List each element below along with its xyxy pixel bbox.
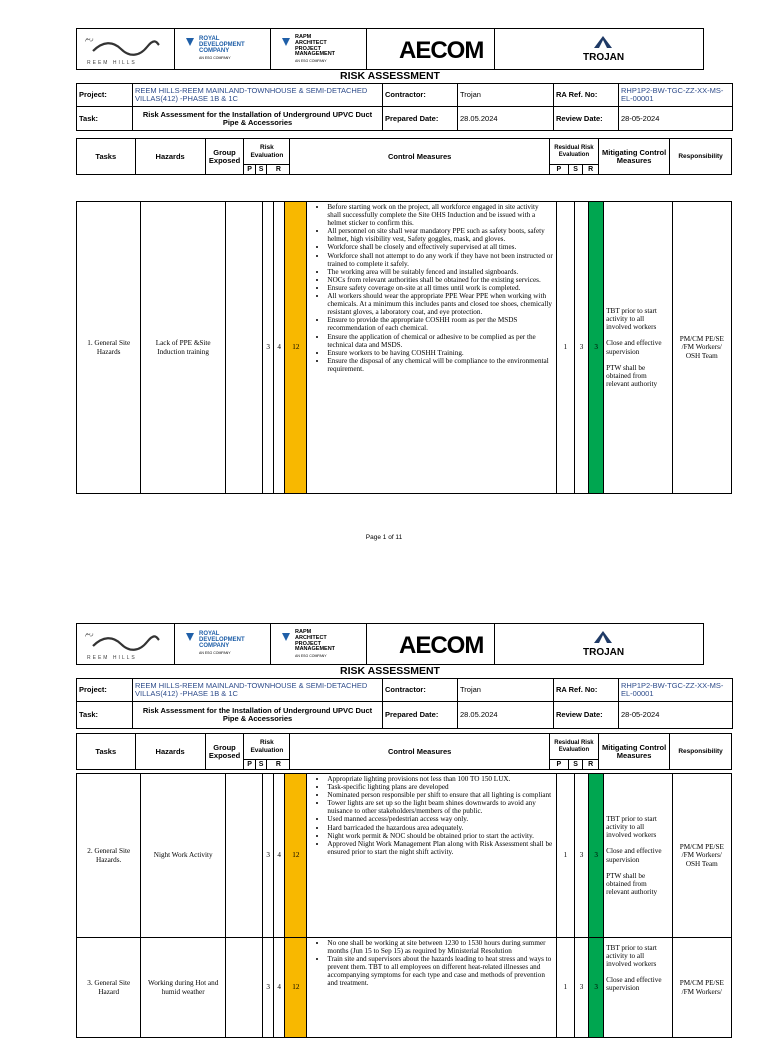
- mitigating-item: PTW shall be obtained from relevant authority: [606, 363, 658, 388]
- col-control-measures: Control Measures: [290, 734, 549, 770]
- control-item: • Tower lights are set up so the light beam shines downwards to avoid any nuisance to other stakeholders/members of the public.: [327, 799, 554, 815]
- task-cell: 3. General Site Hazard: [77, 938, 141, 1038]
- reem-wave-icon: [91, 634, 161, 652]
- residual-r-header: R: [583, 165, 599, 175]
- table-row: [77, 774, 732, 938]
- page-title: RISK ASSESSMENT: [340, 665, 440, 677]
- royal-development-logo: ROYAL DEVELOPMENT COMPANY AN ESG COMPANY: [175, 624, 271, 664]
- risk-p-cell: 3: [263, 774, 274, 938]
- mitigating-cell: [604, 938, 672, 1038]
- col-responsibility: Responsibility: [670, 734, 732, 770]
- risk-s-cell: 4: [274, 202, 285, 494]
- residual-p-header: P: [549, 760, 568, 770]
- control-item: • Workforce shall not attempt to do any work if they have not been instructed or trained to complete it safely.: [327, 252, 554, 268]
- col-responsibility: Responsibility: [670, 139, 732, 175]
- project-value: REEM HILLS-REEM MAINLAND-TOWNHOUSE & SEMI-DETACHED VILLAS(412) -PHASE 1B & 1C: [133, 84, 383, 107]
- trojan-mark-icon: [593, 630, 613, 644]
- group-cell: [225, 202, 262, 494]
- control-measures-cell: [307, 774, 557, 938]
- column-header-table: [76, 733, 732, 770]
- page-title: RISK ASSESSMENT: [340, 70, 440, 82]
- residual-r-cell: 3: [589, 774, 604, 938]
- control-item: • Approved Night Work Management Plan along with Risk Assessment shall be ensured prior to start the night shift activity.: [327, 840, 554, 856]
- task-label: Task:: [77, 702, 133, 729]
- responsibility-cell: PM/CM PE/SE /FM Workers/ OSH Team: [672, 202, 731, 494]
- hazard-cell: Working during Hot and humid weather: [141, 938, 226, 1038]
- control-item: • No one shall be working at site between 1230 to 1530 hours during summer months (Jun 15 to Sep 15) as required by Ministerial Resolution: [327, 939, 554, 955]
- control-item: • Workforce shall be closely and effectively supervised at all times.: [327, 243, 554, 251]
- page-number: Page 1 of 11: [365, 534, 403, 541]
- responsibility-cell: PM/CM PE/SE /FM Workers/: [672, 938, 731, 1038]
- header-table: [76, 678, 733, 729]
- task-label: Task:: [77, 107, 133, 131]
- group-cell: [225, 938, 262, 1038]
- ra-ref-label: RA Ref. No:: [554, 679, 619, 702]
- rapm-mark-icon: [281, 37, 291, 47]
- project-label: Project:: [77, 84, 133, 107]
- control-item: • Ensure to provide the appropriate COSHH room as per the MSDS recommendation of each chemical.: [327, 316, 554, 332]
- residual-s-cell: 3: [575, 774, 589, 938]
- col-hazards: Hazards: [135, 734, 205, 770]
- prepared-value: 28.05.2024: [458, 107, 554, 131]
- control-item: • Ensure the application of chemical or adhesive to be complied as per the technical data and MSDS.: [327, 333, 554, 349]
- risk-p-header: P: [244, 760, 256, 770]
- hazard-cell: Night Work Activity: [141, 774, 226, 938]
- control-item: • Hard barricaded the hazardous area adequately.: [327, 824, 554, 832]
- col-mitigating: Mitigating Control Measures: [599, 139, 670, 175]
- royal-mark-icon: [185, 37, 195, 47]
- project-value: REEM HILLS-REEM MAINLAND-TOWNHOUSE & SEMI-DETACHED VILLAS(412) -PHASE 1B & 1C: [133, 679, 383, 702]
- review-label: Review Date:: [554, 702, 619, 729]
- control-item: • Ensure the disposal of any chemical will be compliance to the environmental requirement.: [327, 357, 554, 373]
- trojan-mark-icon: [593, 35, 613, 49]
- task-cell: 2. General Site Hazards.: [77, 774, 141, 938]
- trojan-logo: TROJAN: [495, 29, 705, 69]
- logo-banner: [76, 28, 704, 70]
- royal-development-logo: ROYAL DEVELOPMENT COMPANY AN ESG COMPANY: [175, 29, 271, 69]
- control-list: [309, 775, 554, 856]
- col-hazards: Hazards: [135, 139, 205, 175]
- residual-p-cell: 1: [556, 202, 574, 494]
- ra-ref-value: RHP1P2-BW-TGC-ZZ-XX-MS-EL-00001: [619, 679, 733, 702]
- mitigating-cell: [604, 202, 672, 494]
- contractor-value: Trojan: [458, 84, 554, 107]
- residual-p-cell: 1: [556, 938, 574, 1038]
- col-residual-risk: Residual Risk Evaluation: [549, 139, 598, 165]
- control-item: • All workers should wear the appropriate PPE Wear PPE when working with chemicals. At a minimum this includes pants and closed toe shoes, chemically resistant gloves, a laboratory coat, and eye protection.: [327, 292, 554, 316]
- risk-p-cell: 3: [263, 202, 274, 494]
- residual-s-header: S: [568, 165, 583, 175]
- trojan-logo: TROJAN: [495, 624, 705, 664]
- residual-r-header: R: [583, 760, 599, 770]
- col-group-exposed: Group Exposed: [205, 734, 244, 770]
- prepared-label: Prepared Date:: [383, 702, 458, 729]
- contractor-value: Trojan: [458, 679, 554, 702]
- table-row: [77, 202, 732, 494]
- prepared-label: Prepared Date:: [383, 107, 458, 131]
- mitigating-item: Close and effective supervision: [606, 339, 662, 356]
- review-label: Review Date:: [554, 107, 619, 131]
- control-item: • NOCs from relevant authorities shall be obtained for the existing services.: [327, 276, 554, 284]
- column-header-table: [76, 138, 732, 175]
- control-measures-cell: [307, 202, 557, 494]
- control-measures-cell: [307, 938, 557, 1038]
- col-control-measures: Control Measures: [290, 139, 549, 175]
- hazard-cell: Lack of PPE &Site Induction training: [141, 202, 226, 494]
- mitigating-item: Close and effective supervision: [606, 976, 662, 993]
- risk-s-header: S: [255, 165, 267, 175]
- residual-p-cell: 1: [556, 774, 574, 938]
- task-value: Risk Assessment for the Installation of Underground UPVC Duct Pipe & Accessories: [133, 107, 383, 131]
- royal-mark-icon: [185, 632, 195, 642]
- project-label: Project:: [77, 679, 133, 702]
- control-item: • Night work permit & NOC should be obtained prior to start the activity.: [327, 832, 554, 840]
- review-value: 28-05-2024: [619, 702, 733, 729]
- col-group-exposed: Group Exposed: [205, 139, 244, 175]
- risk-p-cell: 3: [263, 938, 274, 1038]
- residual-s-cell: 3: [575, 202, 589, 494]
- logo-banner: [76, 623, 704, 665]
- reem-wave-icon: [91, 39, 161, 57]
- ra-ref-value: RHP1P2-BW-TGC-ZZ-XX-MS-EL-00001: [619, 84, 733, 107]
- col-tasks: Tasks: [77, 139, 136, 175]
- contractor-label: Contractor:: [383, 679, 458, 702]
- mitigating-item: TBT prior to start activity to all involved workers: [606, 307, 657, 332]
- rapm-mark-icon: [281, 632, 291, 642]
- control-item: • Before starting work on the project, all workforce engaged in site activity shall successfully complete the Site OHS Induction and be issued with a helmet sticker to confirm this.: [327, 203, 554, 227]
- risk-r-cell: 12: [285, 202, 307, 494]
- control-list: [309, 203, 554, 373]
- ra-ref-label: RA Ref. No:: [554, 84, 619, 107]
- risk-r-cell: 12: [285, 774, 307, 938]
- task-value: Risk Assessment for the Installation of Underground UPVC Duct Pipe & Accessories: [133, 702, 383, 729]
- review-value: 28-05-2024: [619, 107, 733, 131]
- residual-p-header: P: [549, 165, 568, 175]
- table-row: [77, 938, 732, 1038]
- control-item: • Task-specific lighting plans are developed: [327, 783, 554, 791]
- col-residual-risk: Residual Risk Evaluation: [549, 734, 598, 760]
- col-risk-evaluation: Risk Evaluation: [244, 734, 290, 760]
- control-item: • Ensure safety coverage on-site at all times until work is completed.: [327, 284, 554, 292]
- header-table: [76, 83, 733, 131]
- risk-row-table: [76, 201, 732, 494]
- control-item: • The working area will be suitably fenced and installed signboards.: [327, 268, 554, 276]
- control-item: • All personnel on site shall wear mandatory PPE such as safety boots, safety helmet, high visibility vest, Safety goggles, mask, and gloves.: [327, 227, 554, 243]
- mitigating-item: TBT prior to start activity to all involved workers: [606, 944, 657, 969]
- control-item: • Nominated person responsible per shift to ensure that all lighting is compliant: [327, 791, 554, 799]
- control-item: • Used manned access/pedestrian access way only.: [327, 815, 554, 823]
- risk-r-header: R: [267, 760, 290, 770]
- mitigating-item: PTW shall be obtained from relevant authority: [606, 871, 658, 896]
- control-item: • Ensure workers to be having COSHH Training.: [327, 349, 554, 357]
- col-mitigating: Mitigating Control Measures: [599, 734, 670, 770]
- control-item: • Appropriate lighting provisions not less than 100 TO 150 LUX.: [327, 775, 554, 783]
- residual-r-cell: 3: [589, 202, 604, 494]
- control-list: [309, 939, 554, 988]
- risk-s-cell: 4: [274, 774, 285, 938]
- responsibility-cell: PM/CM PE/SE /FM Workers/ OSH Team: [672, 774, 731, 938]
- risk-row-table: [76, 773, 732, 1038]
- group-cell: [225, 774, 262, 938]
- col-risk-evaluation: Risk Evaluation: [244, 139, 290, 165]
- risk-s-header: S: [255, 760, 267, 770]
- mitigating-item: Close and effective supervision: [606, 847, 662, 864]
- residual-s-header: S: [568, 760, 583, 770]
- contractor-label: Contractor:: [383, 84, 458, 107]
- col-tasks: Tasks: [77, 734, 136, 770]
- aecom-logo: AECOM: [367, 624, 495, 664]
- risk-r-header: R: [267, 165, 290, 175]
- prepared-value: 28.05.2024: [458, 702, 554, 729]
- risk-r-cell: 12: [285, 938, 307, 1038]
- mitigating-item: TBT prior to start activity to all involved workers: [606, 815, 657, 840]
- rapm-logo: RAPM ARCHITECT PROJECT MANAGEMENT AN ESG COMPANY: [271, 29, 367, 69]
- residual-s-cell: 3: [575, 938, 589, 1038]
- risk-p-header: P: [244, 165, 256, 175]
- mitigating-cell: [604, 774, 672, 938]
- residual-r-cell: 3: [589, 938, 604, 1038]
- risk-s-cell: 4: [274, 938, 285, 1038]
- control-item: • Train site and supervisors about the hazards leading to heat stress and ways to prevent them. TBT to all employees on different heat-related illnesses and accompanying symptoms for each type and case and methods of prevention and treatment.: [327, 955, 554, 987]
- reem-hills-logo: ريم REEM HILLS: [77, 624, 175, 664]
- aecom-logo: AECOM: [367, 29, 495, 69]
- reem-hills-logo: ريم REEM HILLS: [77, 29, 175, 69]
- rapm-logo: RAPM ARCHITECT PROJECT MANAGEMENT AN ESG COMPANY: [271, 624, 367, 664]
- task-cell: 1. General Site Hazards: [77, 202, 141, 494]
